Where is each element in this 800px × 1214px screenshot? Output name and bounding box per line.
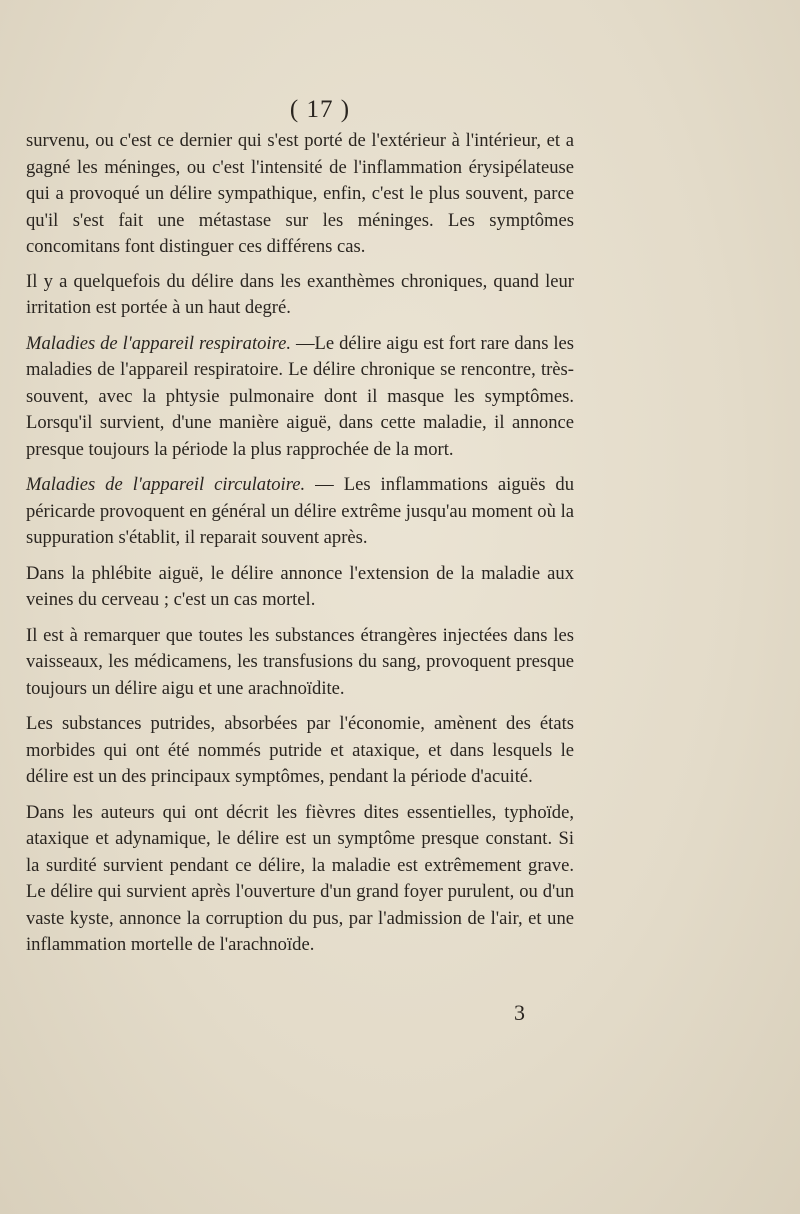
paragraph-text: —Le délire aigu est fort rare dans les maladies de l'appareil respiratoire. Le délire chronique se rencontre, très-souvent, avec la phtysie pulmonaire dont il masque les symptômes. Lorsqu'il survient, d'une manière aiguë, dans cette maladie, il annonce presque toujours la période la plus rapprochée de la mort. xyxy=(26,332,574,460)
section-title-circulatory: Maladies de l'appareil circulatoire. xyxy=(26,474,306,495)
paragraph-text: Les substances putrides, absorbées par l'économie, amènent des états morbides qui ont été nommés putride et ataxique, et dans lesquels le délire est un des principaux symptômes, pendant la période d'acuité. xyxy=(26,713,574,787)
paragraph-6 xyxy=(26,623,574,703)
paragraph-text: Il est à remarquer que toutes les substances étrangères injectées dans les vaisseaux, les médicamens, les transfusions du sang, provoquent presque toujours un délire aigu et une arachnoïdite. xyxy=(26,624,574,699)
section-title-respiratory: Maladies de l'appareil respiratoire. xyxy=(26,332,292,354)
paragraph-8 xyxy=(26,800,574,959)
paragraph-text: Dans la phlébite aiguë, le délire annonce l'extension de la maladie aux veines du cerveau ; c'est un cas mortel. xyxy=(26,562,574,610)
paragraph-5 xyxy=(26,561,574,614)
paragraph-4 xyxy=(26,472,574,552)
signature-mark: 3 xyxy=(514,1000,525,1025)
paragraph-7 xyxy=(26,711,574,791)
paragraph-2 xyxy=(26,269,574,322)
paragraph-3 xyxy=(26,331,574,464)
paragraph-text: Il y a quelquefois du délire dans les exanthèmes chroniques, quand leur irritation est portée à un haut degré. xyxy=(26,270,574,318)
body-text xyxy=(26,128,574,968)
paragraph-text: survenu, ou c'est ce dernier qui s'est porté de l'extérieur à l'intérieur, et a gagné les méninges, ou c'est l'intensité de l'inflammation érysipélateuse qui a provoqué un délire sympathique, enfin, c'est le plus souvent, parce qu'il s'est fait une métastase sur les méninges. Les symptômes concomitans font distinguer ces différens cas. xyxy=(26,130,574,257)
paragraph-text: Dans les auteurs qui ont décrit les fièvres dites essentielles, typhoïde, ataxique et adynamique, le délire est un symptôme presque constant. Si la surdité survient pendant ce délire, la maladie est extrêmement grave. Le délire qui survient après l'ouverture d'un grand foyer purulent, ou d'un vaste kyste, annonce la corruption du pus, par l'admission de l'air, et une inflammation mortelle de l'arachnoïde. xyxy=(26,801,574,955)
page-number: ( 17 ) xyxy=(289,96,351,123)
paragraph-text: — Les inflammations aiguës du péricarde provoquent en général un délire extrême jusqu'au moment où la suppuration s'établit, il reparait souvent après. xyxy=(26,474,574,548)
paragraph-1 xyxy=(26,128,574,261)
